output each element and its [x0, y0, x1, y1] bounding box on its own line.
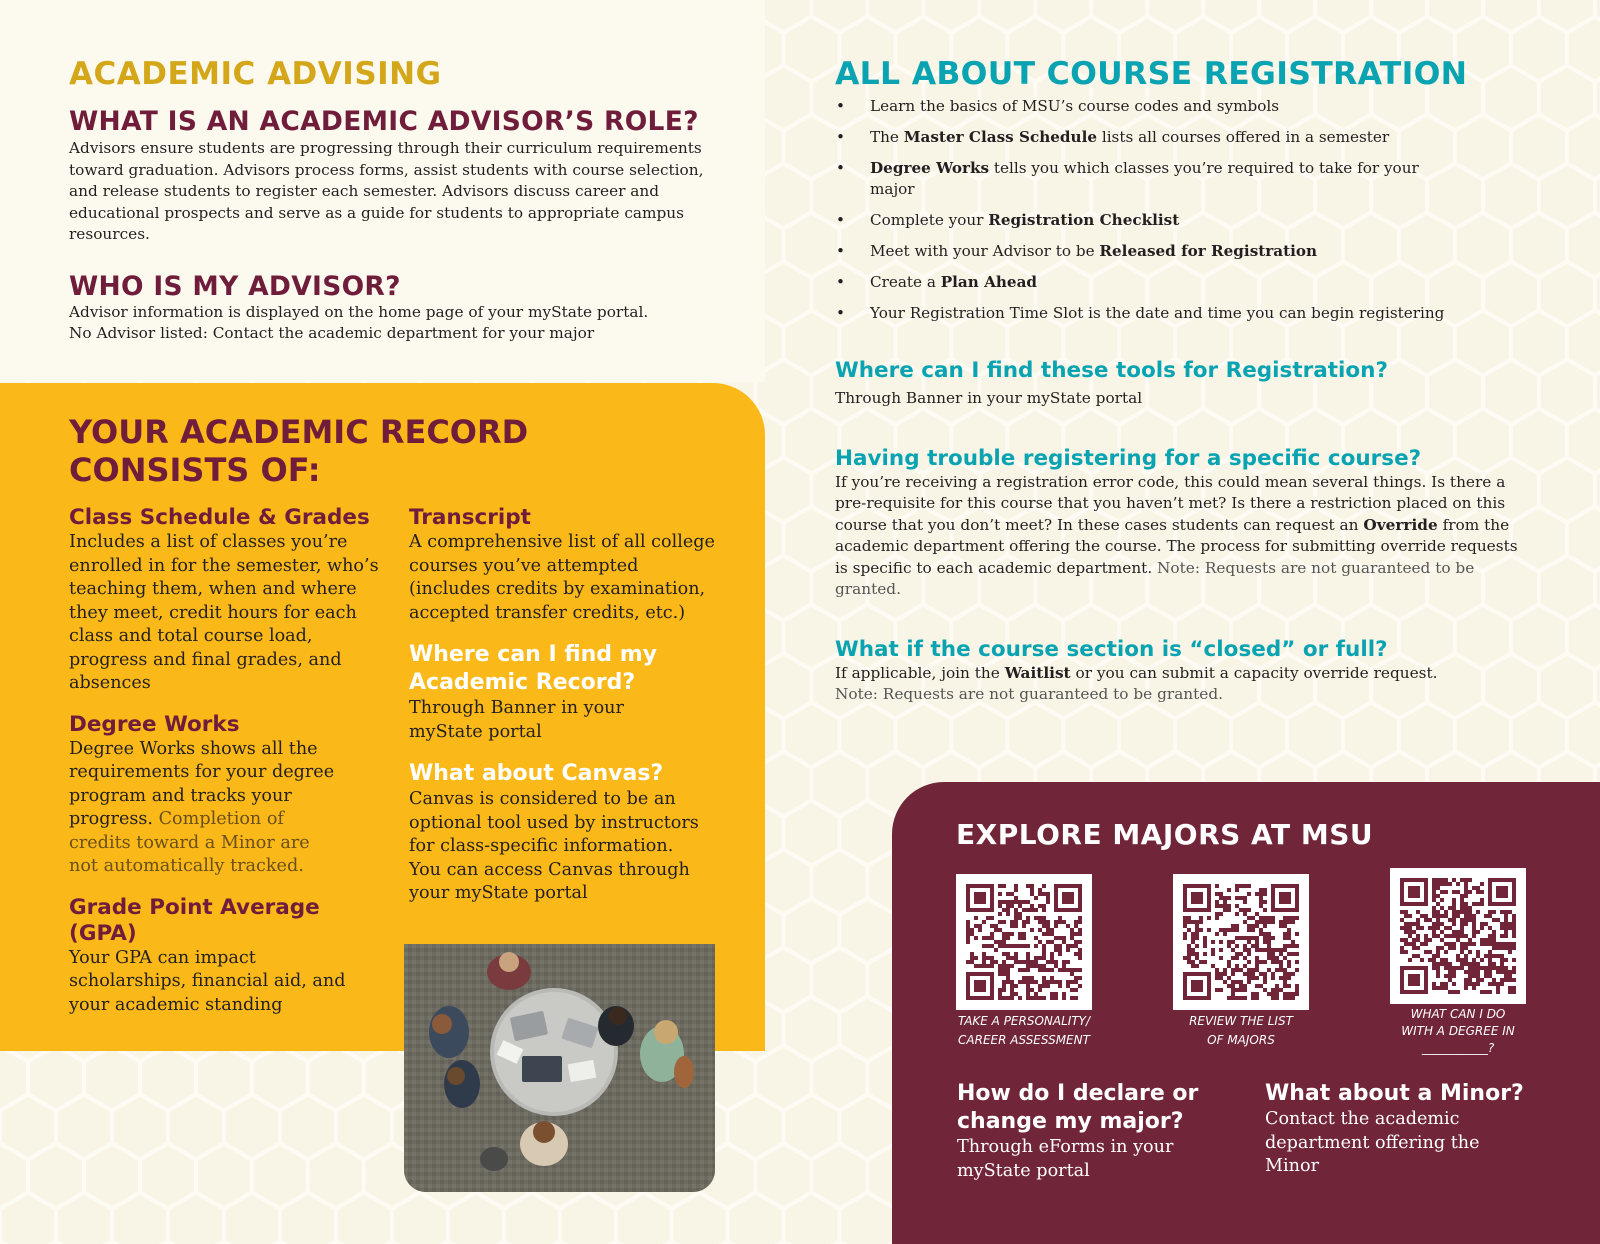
list-item: • Meet with your Advisor to be Released for Registration: [836, 242, 1318, 260]
registration-trouble-paragraph: If you’re receiving a registration error code, this could mean several things. Is there a pre-requisite for this course that you haven’t met? Is there a restriction placed on this course that you don’t meet? In these cases students can request an Override from the academic department offering the course. The process for submitting override requests is specific to each academic department. Note: Requests are not guaranteed to be granted.: [835, 472, 1518, 598]
academic-record-title: [69, 413, 528, 489]
section-closed-heading: What if the course section is “closed” or full?: [835, 636, 1388, 662]
course-registration-section: [835, 56, 1535, 706]
transcript-heading: Transcript: [409, 505, 531, 530]
class-schedule-text: Includes a list of classes you’re enrolled in for the semester, who’s teaching them, when and where they meet, credit hours for each class and total course load, progress and final grades, and absences: [69, 532, 379, 693]
degree-works-text: Degree Works shows all the requirements for your degree program and tracks your progress.: [69, 738, 335, 829]
qr-caption-degree-outcomes: WHAT CAN I DO WITH A DEGREE IN ___________?: [1401, 1007, 1515, 1055]
registration-trouble-heading: Having trouble registering for a specific course?: [835, 445, 1422, 471]
find-record-heading: Where can I find my Academic Record?: [409, 642, 657, 695]
students-photo: [404, 944, 715, 1192]
explore-majors-panel: [892, 782, 1600, 1244]
advisor-role-text: Advisors ensure students are progressing through their curriculum requirements toward graduation. Advisors process forms, assist students with course selection, and release students to register each semester. Advisors discuss career and educational prospects and serve as a guide for students to appropriate campus resources.: [69, 139, 704, 243]
list-item: • Degree Works tells you which classes you’re required to take for your major: [836, 159, 1419, 198]
qr-caption-list-of-majors: REVIEW THE LIST OF MAJORS: [1189, 1014, 1293, 1047]
who-is-my-advisor-line1: Advisor information is displayed on the home page of your myState portal.: [69, 302, 649, 321]
degree-works-note: Completion of credits toward a Minor are not automatically tracked.: [69, 809, 310, 876]
list-item: • Complete your Registration Checklist: [836, 211, 1180, 229]
explore-majors-title: EXPLORE MAJORS AT MSU: [956, 818, 1374, 851]
list-item: • Create a Plan Ahead: [836, 273, 1038, 291]
gpa-text: Your GPA can impact scholarships, financial aid, and your academic standing: [69, 947, 346, 1015]
registration-trouble-note: Note: Requests are not guaranteed to be granted.: [835, 558, 1475, 598]
qr-code-personality-assessment[interactable]: [956, 874, 1092, 1010]
academic-advising-title: ACADEMIC ADVISING: [69, 56, 442, 92]
declare-major-block: [957, 1080, 1217, 1183]
section-closed-note: Note: Requests are not guaranteed to be granted.: [835, 685, 1224, 703]
transcript-text: A comprehensive list of all college courses you’ve attempted (includes credits by examination, accepted transfer credits, etc.): [409, 532, 715, 623]
course-registration-title: ALL ABOUT COURSE REGISTRATION: [835, 56, 1468, 92]
degree-works-paragraph: [69, 738, 344, 879]
record-column-right: [409, 505, 729, 906]
students-photo-illustration: [404, 944, 715, 1192]
canvas-heading: What about Canvas?: [409, 761, 664, 786]
degree-works-heading: Degree Works: [69, 711, 240, 737]
registration-tools-text: Through Banner in your myState portal: [835, 389, 1143, 407]
minor-heading: What about a Minor?: [1265, 1081, 1524, 1106]
minor-text: Contact the academic department offering the Minor: [1265, 1109, 1480, 1176]
declare-major-text: Through eForms in your myState portal: [957, 1137, 1174, 1181]
record-column-left: [69, 505, 389, 1017]
qr-code-icon: [1400, 878, 1516, 994]
academic-advising-section: [0, 0, 765, 382]
class-schedule-heading: Class Schedule & Grades: [69, 505, 370, 530]
qr-code-degree-outcomes[interactable]: [1390, 868, 1526, 1004]
academic-record-title-line2: CONSISTS OF:: [69, 451, 321, 489]
academic-record-title-line1: YOUR ACADEMIC RECORD: [69, 413, 529, 451]
minor-block: [1265, 1080, 1555, 1179]
gpa-heading: Grade Point Average (GPA): [69, 894, 320, 946]
qr-code-list-of-majors[interactable]: [1173, 874, 1309, 1010]
declare-major-heading: How do I declare or change my major?: [957, 1081, 1199, 1134]
section-closed-text: If applicable, join the Waitlist or you can submit a capacity override request.: [835, 663, 1438, 682]
list-item: • Learn the basics of MSU’s course codes and symbols: [836, 97, 1280, 115]
find-record-text: Through Banner in your myState portal: [409, 698, 624, 742]
registration-tools-heading: Where can I find these tools for Registration?: [835, 358, 1388, 383]
qr-code-icon: [1183, 884, 1299, 1000]
canvas-text: Canvas is considered to be an optional tool used by instructors for class-specific information. You can access Canvas through your myState portal: [409, 789, 699, 903]
qr-caption-personality-assessment: TAKE A PERSONALITY/ CAREER ASSESSMENT: [957, 1014, 1091, 1047]
who-is-my-advisor-heading: WHO IS MY ADVISOR?: [69, 270, 401, 302]
advisor-role-heading: WHAT IS AN ACADEMIC ADVISOR’S ROLE?: [69, 106, 699, 137]
list-item: • The Master Class Schedule lists all courses offered in a semester: [836, 128, 1390, 146]
list-item: • Your Registration Time Slot is the date and time you can begin registering: [836, 304, 1445, 322]
qr-code-icon: [966, 884, 1082, 1000]
registration-bullet-list: [835, 96, 1535, 324]
who-is-my-advisor-line2: No Advisor listed: Contact the academic department for your major: [69, 324, 595, 342]
